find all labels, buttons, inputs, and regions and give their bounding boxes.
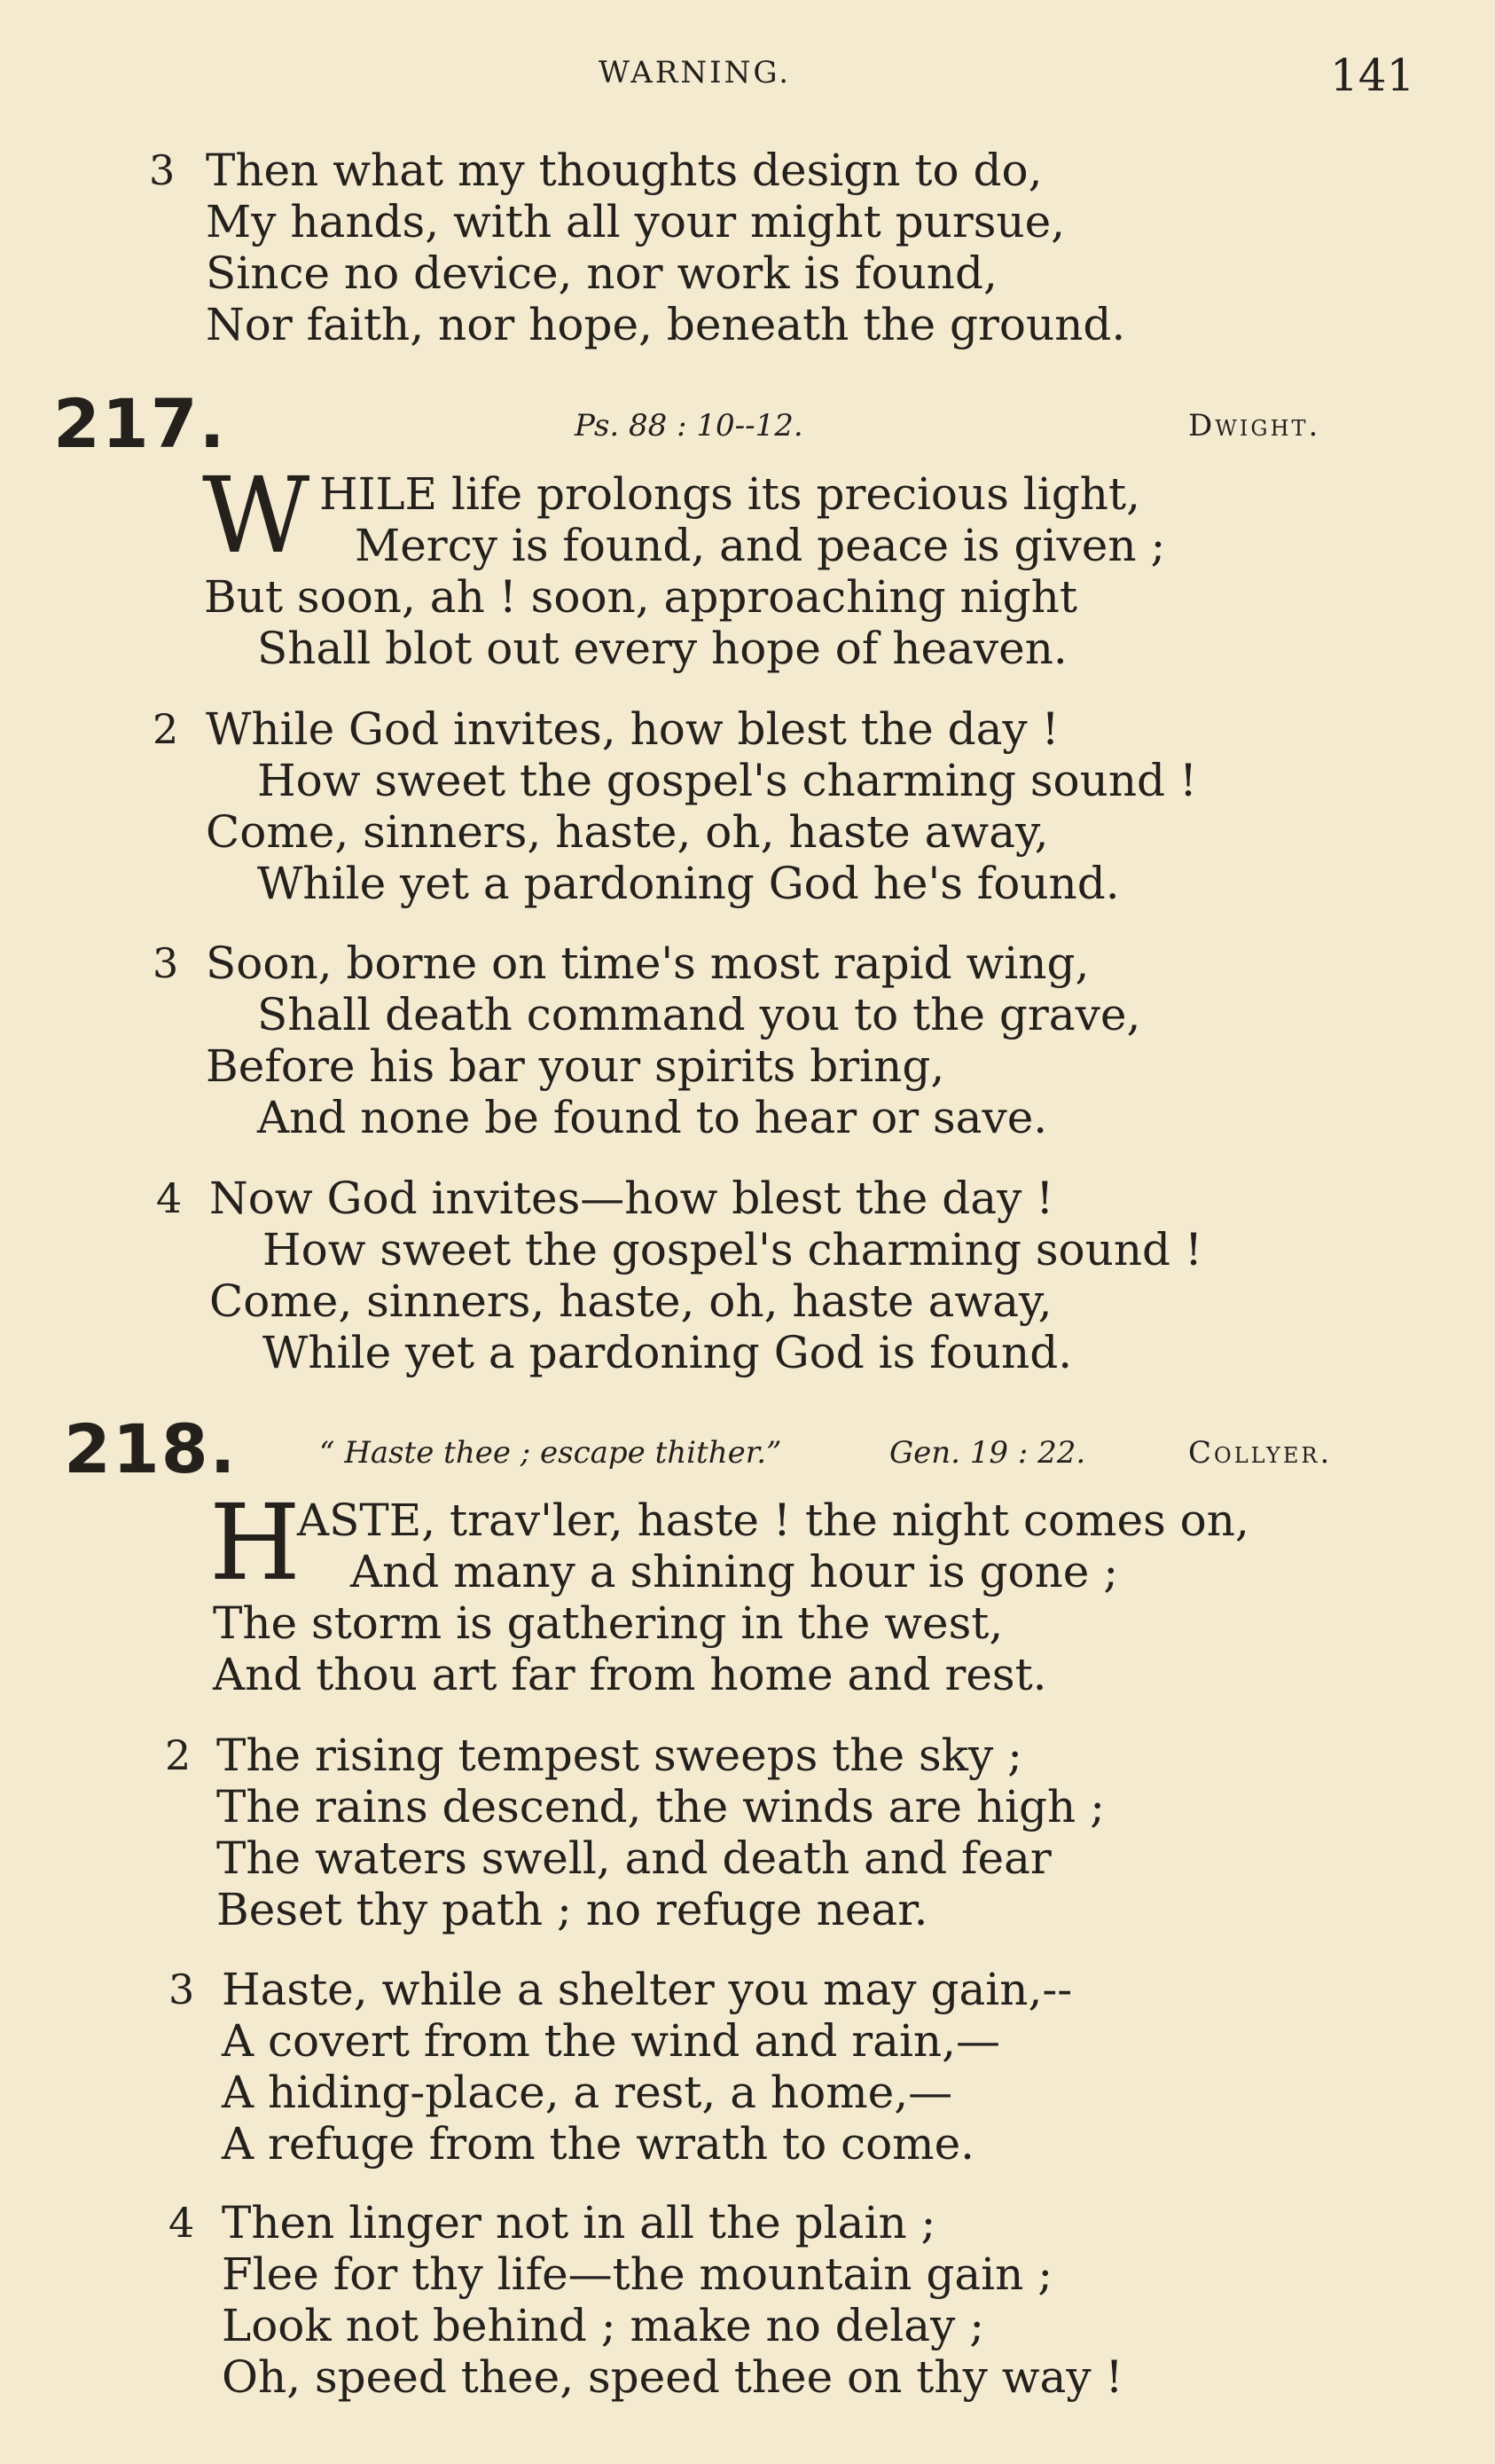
scripture-quote (319, 1435, 781, 1471)
first-line-rest: life prolongs its precious light, (450, 468, 1140, 520)
verse-line: Beset thy path ; no refuge near. (216, 1884, 928, 1935)
verse-line: The waters swell, and death and fear (216, 1832, 1052, 1884)
verse-number: 2 (165, 1731, 192, 1779)
verse-line: While yet a pardoning God he's found. (257, 858, 1120, 909)
hymn-number-dot: . (209, 1409, 238, 1488)
verse-line: Come, sinners, haste, oh, haste away, (206, 806, 1049, 858)
verse-line: While God invites, how blest the day ! (206, 703, 1060, 755)
verse-line: Mercy is found, and peace is given ; (355, 520, 1166, 571)
verse-line (319, 468, 1140, 520)
verse-number: 3 (153, 939, 179, 987)
hymn-number (53, 384, 227, 463)
first-word-rest: ASTE, (297, 1495, 436, 1546)
verse-line: A hiding-place, a rest, a home,— (222, 2067, 953, 2118)
running-title: WARNING. (599, 55, 792, 90)
verse-line: How sweet the gospel's charming sound ! (262, 1224, 1203, 1275)
quote-text: “ Haste thee ; escape thither.” (319, 1435, 782, 1471)
verse-line: The storm is gathering in the west, (213, 1597, 1004, 1649)
verse-line: But soon, ah ! soon, approaching night (204, 571, 1077, 623)
verse-line: The rising tempest sweeps the sky ; (216, 1730, 1022, 1781)
verse-number: 3 (168, 1966, 195, 2013)
verse-line: Look not behind ; make no delay ; (222, 2300, 985, 2351)
verse-line: Before his bar your spirits bring, (206, 1040, 945, 1092)
verse-line: And thou art far from home and rest. (213, 1649, 1047, 1700)
verse-line: Now God invites—how blest the day ! (209, 1173, 1054, 1224)
verse-line: Shall death command you to the grave, (257, 989, 1141, 1040)
hymn-number-dot: . (199, 384, 227, 463)
verse-line: Then linger not in all the plain ; (222, 2197, 936, 2248)
verse-line: And none be found to hear or save. (257, 1092, 1048, 1143)
first-line-rest: trav'ler, haste ! the night comes on, (450, 1495, 1249, 1546)
hymn-number-digits: 217 (53, 384, 200, 463)
drop-cap: H (209, 1481, 301, 1604)
hymn-number-digits: 218 (64, 1409, 210, 1488)
verse-line: Haste, while a shelter you may gain,-- (222, 1964, 1073, 2015)
hymn-author: Collyer. (1188, 1435, 1333, 1471)
verse-line: A covert from the wind and rain,— (222, 2015, 1001, 2067)
verse-line: Flee for thy life—the mountain gain ; (222, 2248, 1053, 2300)
verse-number: 4 (156, 1174, 183, 1222)
scripture-text: Ps. 88 : 10--12. (575, 408, 803, 443)
verse-line: Oh, speed thee, speed thee on thy way ! (222, 2351, 1123, 2403)
verse-number: 4 (168, 2199, 195, 2247)
verse-line: The rains descend, the winds are high ; (216, 1781, 1106, 1832)
hymn-number (64, 1409, 238, 1488)
verse-number: 2 (153, 705, 179, 753)
verse-line: And many a shining hour is gone ; (350, 1546, 1119, 1597)
hymn-author: Dwight. (1188, 408, 1321, 443)
verse-line: Since no device, nor work is found, (206, 247, 998, 299)
drop-cap: W (202, 454, 310, 577)
verse-line (297, 1495, 1249, 1546)
scripture-text: Gen. 19 : 22. (889, 1435, 1086, 1471)
verse-line: Then what my thoughts design to do, (206, 145, 1043, 196)
verse-line: How sweet the gospel's charming sound ! (257, 755, 1198, 806)
verse-number: 3 (149, 146, 176, 194)
scripture-reference (575, 408, 803, 443)
scripture-reference (889, 1435, 1085, 1471)
verse-line: Come, sinners, haste, oh, haste away, (209, 1275, 1053, 1327)
first-word-rest: HILE (319, 468, 438, 520)
verse-line: A refuge from the wrath to come. (222, 2118, 975, 2170)
verse-line: While yet a pardoning God is found. (262, 1327, 1073, 1378)
verse-line: Soon, borne on time's most rapid wing, (206, 938, 1090, 989)
verse-line: My hands, with all your might pursue, (206, 196, 1066, 247)
verse-line: Nor faith, nor hope, beneath the ground. (206, 299, 1126, 350)
verse-line: Shall blot out every hope of heaven. (257, 623, 1068, 674)
page-number: 141 (1330, 50, 1415, 101)
